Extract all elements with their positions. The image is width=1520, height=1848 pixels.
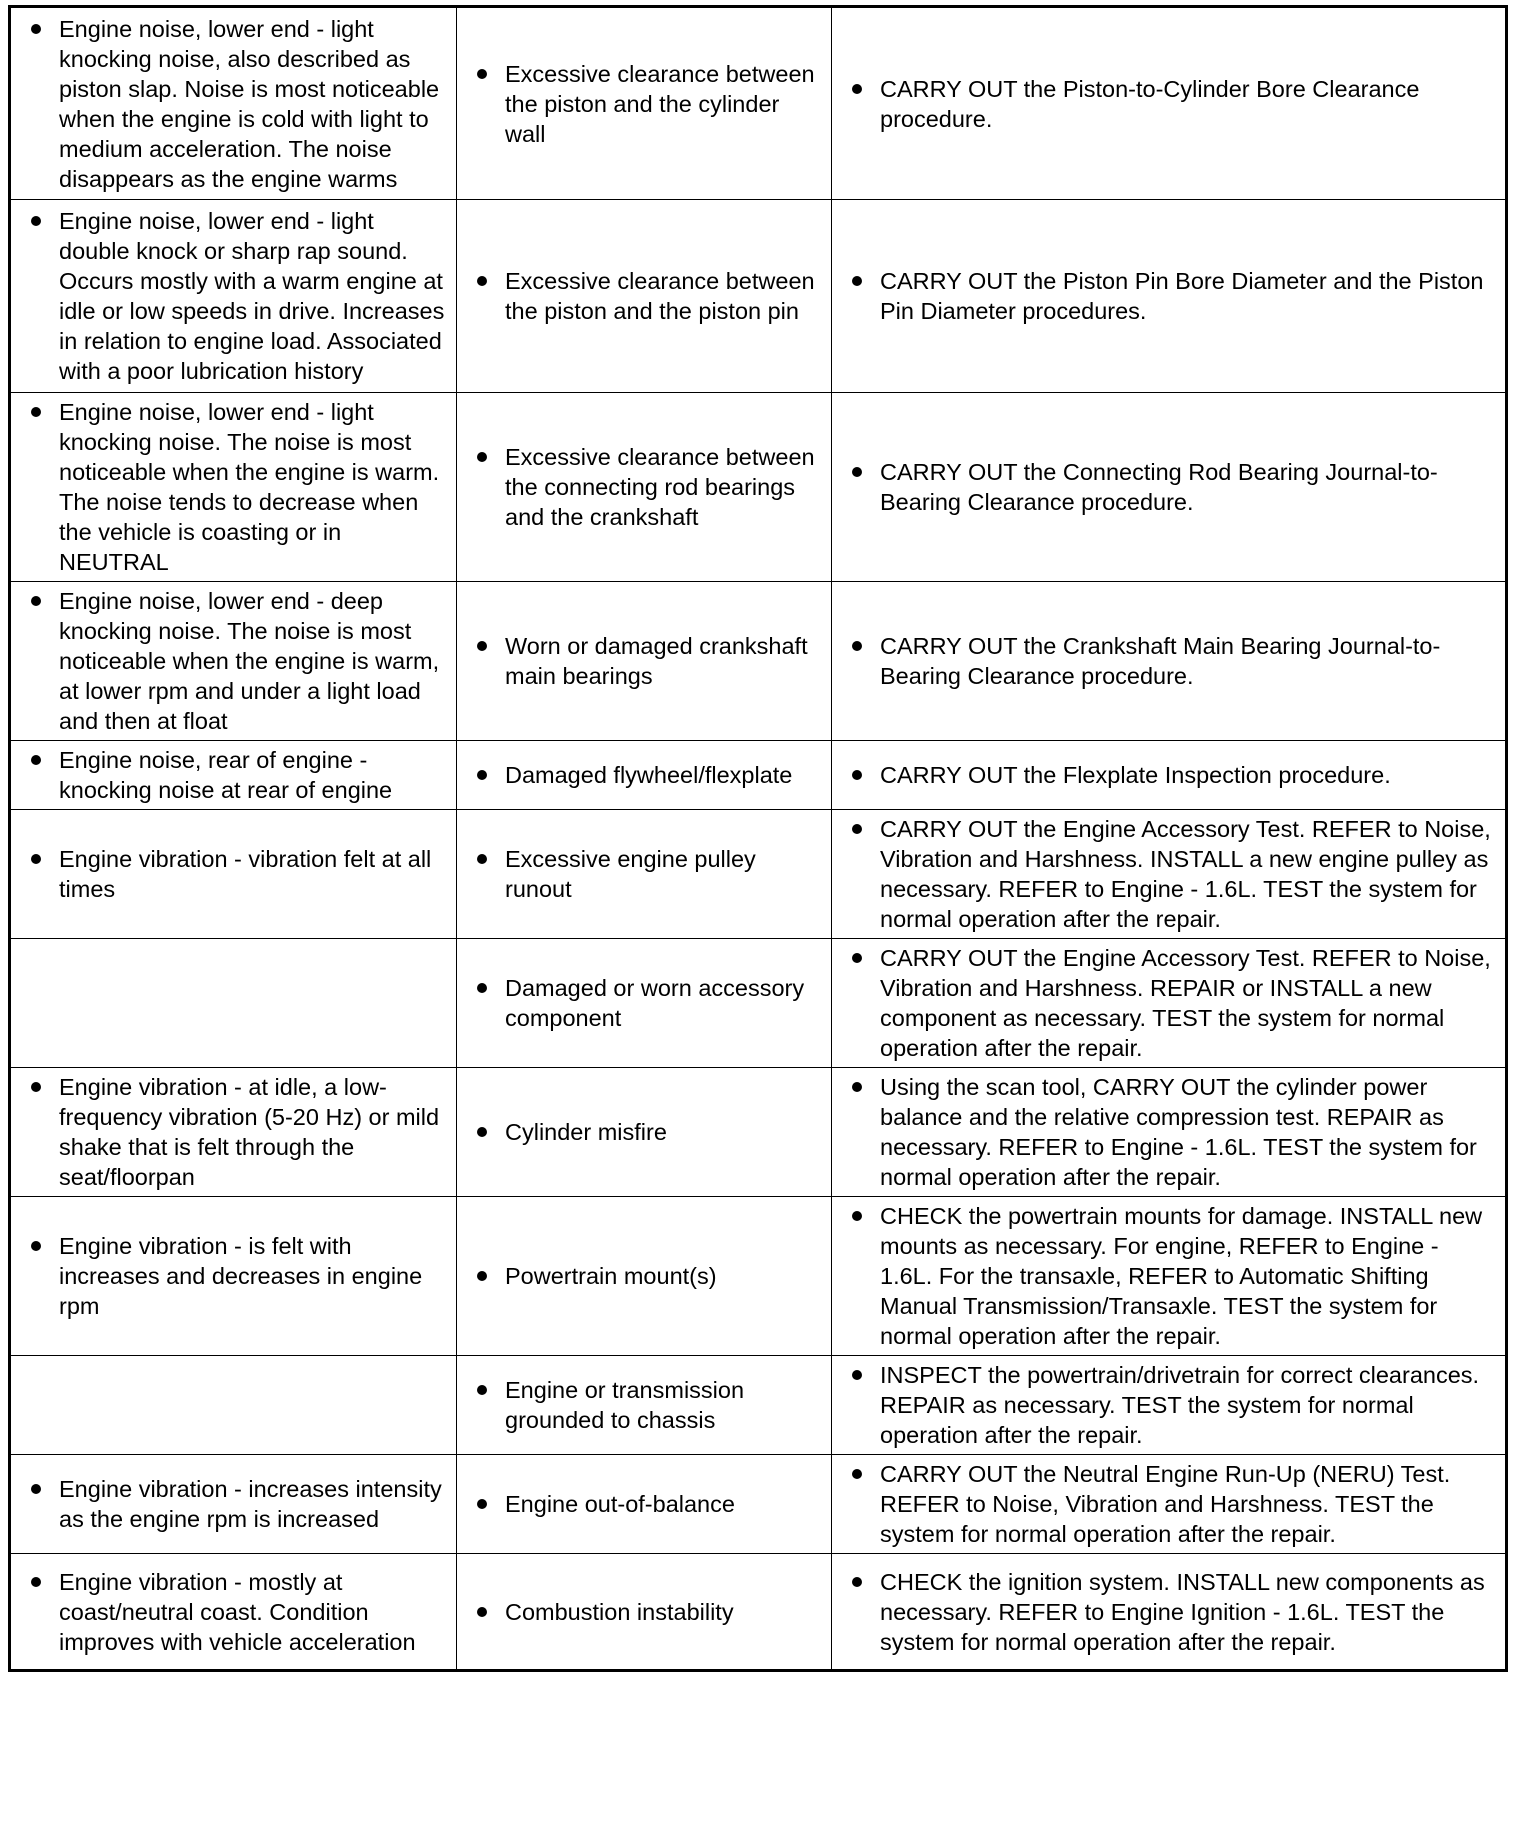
bullet-icon [477,1127,487,1137]
condition-text: Engine vibration - is felt with increases and decreases in engine rpm [59,1233,423,1319]
bullet-icon [477,641,487,651]
bullet-item [471,1375,823,1435]
bullet-icon [31,216,41,226]
cause-text: Excessive clearance between the connecting rod bearings and the crankshaft [505,444,815,530]
condition-cell [10,393,457,582]
bullet-icon [852,953,862,963]
bullet-icon [852,824,862,834]
bullet-icon [477,1271,487,1281]
bullet-icon [31,854,41,864]
bullet-item [25,1474,448,1534]
bullet-item [846,631,1497,691]
bullet-item [846,760,1497,790]
bullet-icon [852,84,862,94]
action-text: CARRY OUT the Crankshaft Main Bearing Journal-to-Bearing Clearance procedure. [880,633,1441,689]
condition-cell [10,582,457,741]
diagnostic-table-sheet [8,5,1505,1672]
cause-cell [457,1356,832,1455]
bullet-icon [852,1577,862,1587]
condition-cell [10,810,457,939]
bullet-item [471,1117,823,1147]
action-cell [832,7,1507,200]
bullet-item [846,74,1497,134]
condition-text: Engine noise, lower end - light knocking noise, also described as piston slap. Noise is most noticeable when the engine is cold with light to medium acceleration. The noise disappears as the engine warms [59,15,440,192]
bullet-item [471,631,823,691]
cause-cell [457,810,832,939]
action-text: CARRY OUT the Piston Pin Bore Diameter and the Piston Pin Diameter procedures. [880,268,1484,324]
table-row [10,200,1507,393]
action-cell [832,939,1507,1068]
bullet-icon [477,854,487,864]
cause-cell [457,582,832,741]
action-cell [832,582,1507,741]
table-row [10,1455,1507,1554]
bullet-icon [852,467,862,477]
action-text: CARRY OUT the Flexplate Inspection procedure. [880,762,1391,788]
action-text: CHECK the powertrain mounts for damage. INSTALL new mounts as necessary. For engine, REFER to Engine - 1.6L. For the transaxle, REFER to Automatic Shifting Manual Transmission/Transaxle. TEST the system for normal operation after the repair. [880,1203,1483,1349]
condition-text: Engine noise, rear of engine - knocking noise at rear of engine [59,747,393,803]
table-row [10,7,1507,200]
cause-text: Powertrain mount(s) [505,1263,717,1289]
cause-cell [457,1197,832,1356]
cause-cell [457,939,832,1068]
condition-text: Engine vibration - vibration felt at all times [59,846,432,902]
action-cell [832,741,1507,810]
bullet-item [25,206,448,386]
bullet-item [471,760,823,790]
cause-text: Damaged flywheel/flexplate [505,762,793,788]
cause-text: Engine out-of-balance [505,1491,735,1517]
bullet-item [471,844,823,904]
bullet-item [846,1459,1497,1549]
condition-cell [10,1197,457,1356]
action-cell [832,200,1507,393]
table-row [10,810,1507,939]
table-row [10,939,1507,1068]
table-row [10,1197,1507,1356]
bullet-item [25,1231,448,1321]
condition-text: Engine noise, lower end - light double knock or sharp rap sound. Occurs mostly with a warm engine at idle or low speeds in drive. Increases in relation to engine load. Associated with a poor lubrication history [59,208,445,384]
action-text: INSPECT the powertrain/drivetrain for correct clearances. REPAIR as necessary. TEST the system for normal operation after the repair. [880,1362,1480,1448]
table-row [10,1356,1507,1455]
bullet-icon [477,983,487,993]
table-row [10,393,1507,582]
bullet-item [846,266,1497,326]
bullet-icon [477,770,487,780]
table-row [10,582,1507,741]
bullet-icon [31,1484,41,1494]
action-cell [832,1455,1507,1554]
bullet-item [471,266,823,326]
bullet-icon [31,755,41,765]
bullet-item [25,14,448,194]
bullet-item [846,1360,1497,1450]
bullet-item [846,943,1497,1063]
condition-cell [10,200,457,393]
bullet-icon [852,276,862,286]
cause-text: Excessive clearance between the piston and the cylinder wall [505,60,815,147]
condition-cell [10,741,457,810]
bullet-item [25,1567,448,1657]
bullet-item [25,1072,448,1192]
action-text: CARRY OUT the Engine Accessory Test. REFER to Noise, Vibration and Harshness. REPAIR or INSTALL a new component as necessary. TEST the system for normal operation after the repair. [880,945,1491,1061]
bullet-icon [852,1082,862,1092]
bullet-icon [477,1607,487,1617]
condition-text: Engine vibration - at idle, a low-frequency vibration (5-20 Hz) or mild shake that is felt through the seat/floorpan [59,1074,440,1190]
bullet-icon [31,596,41,606]
bullet-item [846,1567,1497,1657]
cause-cell [457,393,832,582]
bullet-icon [477,1385,487,1395]
bullet-item [846,457,1497,517]
cause-text: Combustion instability [505,1598,734,1625]
bullet-icon [477,276,487,286]
action-cell [832,1554,1507,1671]
bullet-item [471,1489,823,1519]
bullet-icon [852,1370,862,1380]
bullet-icon [852,770,862,780]
condition-cell [10,1554,457,1671]
bullet-icon [31,1577,41,1587]
diagnostic-table [8,5,1508,1672]
bullet-icon [852,1211,862,1221]
action-text: CARRY OUT the Engine Accessory Test. REFER to Noise, Vibration and Harshness. INSTALL a new engine pulley as necessary. REFER to Engine - 1.6L. TEST the system for normal operation after the repair. [880,816,1491,932]
cause-text: Damaged or worn accessory component [505,975,805,1031]
condition-cell [10,939,457,1068]
bullet-item [25,397,448,577]
bullet-item [471,973,823,1033]
cause-cell [457,200,832,393]
bullet-icon [852,641,862,651]
bullet-icon [31,24,41,34]
bullet-icon [31,407,41,417]
bullet-item [25,844,448,904]
bullet-item [25,586,448,736]
action-cell [832,393,1507,582]
diagnostic-table-body [10,7,1507,1671]
condition-cell [10,1068,457,1197]
action-cell [832,1356,1507,1455]
action-cell [832,810,1507,939]
condition-text: Engine vibration - increases intensity as the engine rpm is increased [59,1476,442,1532]
cause-cell [457,1455,832,1554]
condition-text: Engine noise, lower end - light knocking noise. The noise is most noticeable when the engine is warm. The noise tends to decrease when the vehicle is coasting or in NEUTRAL [59,399,440,575]
table-row [10,1554,1507,1671]
bullet-item [846,1072,1497,1192]
cause-text: Excessive engine pulley runout [505,846,756,902]
bullet-icon [477,1499,487,1509]
action-text: CARRY OUT the Connecting Rod Bearing Journal-to-Bearing Clearance procedure. [880,459,1438,515]
bullet-item [471,442,823,532]
condition-text: Engine noise, lower end - deep knocking noise. The noise is most noticeable when the engine is warm, at lower rpm and under a light load and then at float [59,588,440,734]
condition-text: Engine vibration - mostly at coast/neutral coast. Condition improves with vehicle acceleration [59,1568,416,1655]
action-cell [832,1197,1507,1356]
action-text: Using the scan tool, CARRY OUT the cylinder power balance and the relative compression test. REPAIR as necessary. REFER to Engine - 1.6L. TEST the system for normal operation after the repair. [880,1074,1477,1190]
cause-cell [457,1554,832,1671]
condition-cell [10,1356,457,1455]
cause-text: Worn or damaged crankshaft main bearings [505,633,808,689]
bullet-item [471,1597,823,1627]
bullet-item [846,1201,1497,1351]
table-row [10,741,1507,810]
bullet-icon [477,452,487,462]
condition-cell [10,7,457,200]
bullet-icon [852,1469,862,1479]
table-row [10,1068,1507,1197]
action-text: CARRY OUT the Piston-to-Cylinder Bore Clearance procedure. [880,75,1420,132]
action-text: CARRY OUT the Neutral Engine Run-Up (NERU) Test. REFER to Noise, Vibration and Harshness. TEST the system for normal operation after the repair. [880,1461,1451,1547]
bullet-item [846,814,1497,934]
bullet-item [471,1261,823,1291]
cause-cell [457,7,832,200]
cause-text: Cylinder misfire [505,1119,667,1145]
bullet-item [471,59,823,149]
bullet-icon [477,69,487,79]
cause-cell [457,1068,832,1197]
bullet-icon [31,1241,41,1251]
bullet-item [25,745,448,805]
action-cell [832,1068,1507,1197]
cause-cell [457,741,832,810]
cause-text: Engine or transmission grounded to chassis [505,1377,745,1433]
bullet-icon [31,1082,41,1092]
cause-text: Excessive clearance between the piston and the piston pin [505,268,815,324]
action-text: CHECK the ignition system. INSTALL new components as necessary. REFER to Engine Ignition - 1.6L. TEST the system for normal operation after the repair. [880,1568,1485,1655]
condition-cell [10,1455,457,1554]
